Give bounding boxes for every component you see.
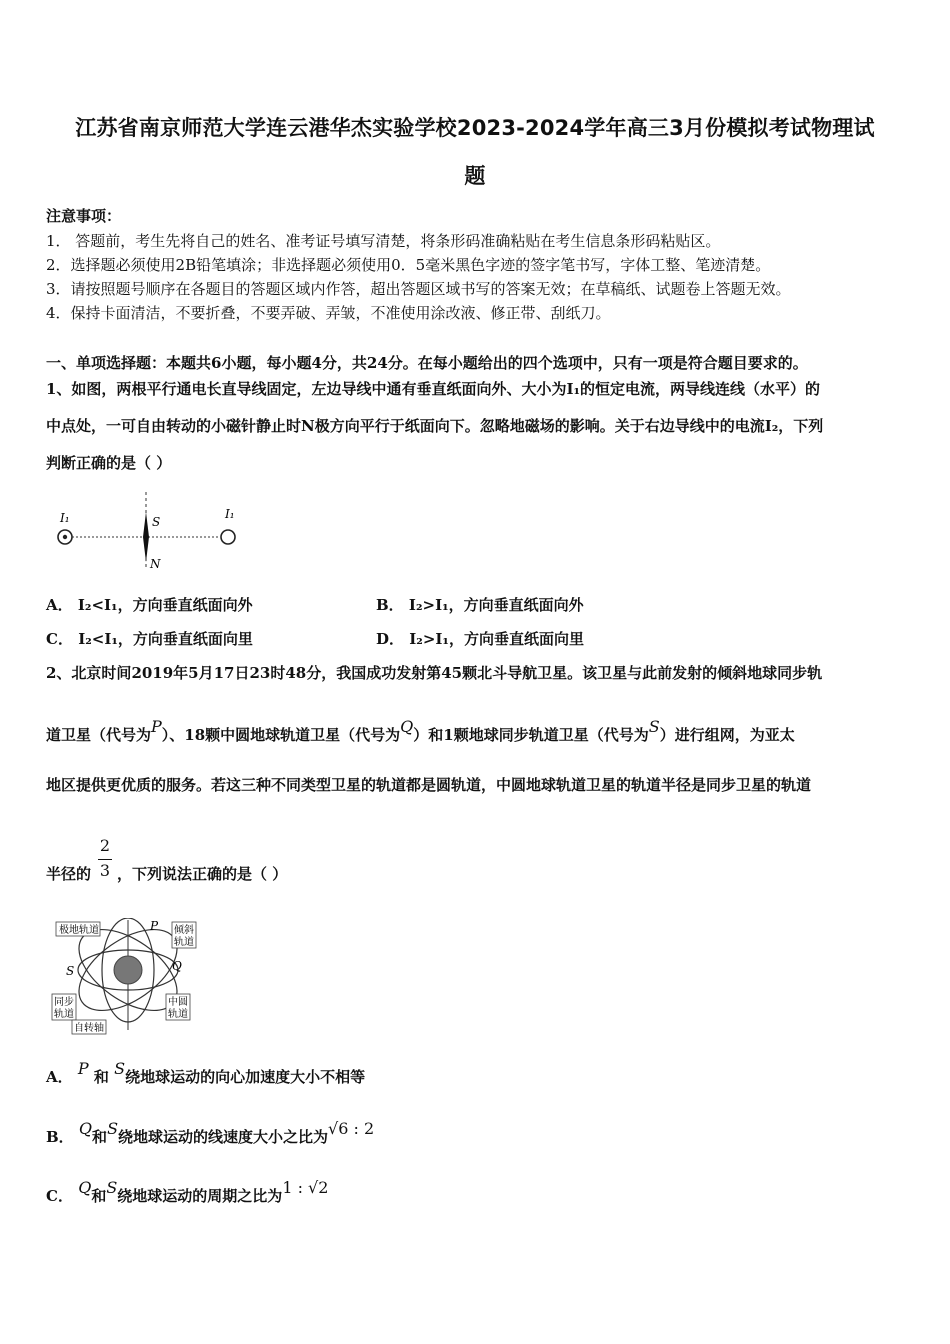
- fraction-numerator: 2: [99, 836, 111, 855]
- q2-option-c-and: 和: [91, 1187, 107, 1205]
- fraction-denominator: 3: [99, 861, 111, 880]
- notice-heading: 注意事项：: [46, 207, 122, 225]
- label-axis: 自转轴: [74, 1023, 104, 1034]
- q1-option-a[interactable]: [46, 594, 253, 615]
- q2-option-b-ratio: √6 : 2: [328, 1119, 375, 1138]
- q2-option-a-p: P: [77, 1059, 89, 1078]
- q1-line-3: 判断正确的是（ ）: [46, 454, 172, 472]
- q2-option-c-q: Q: [78, 1178, 92, 1197]
- page-title: 江苏省南京师范大学连云港华杰实验学校2023-2024学年高三3月份模拟考试物理试: [75, 116, 875, 140]
- q2-option-b[interactable]: [46, 1119, 375, 1147]
- q1-label-n: N: [150, 557, 161, 571]
- notice-item-4: 4．保持卡面清洁，不要折叠，不要弄破、弄皱，不准使用涂改液、修正带、刮纸刀。: [46, 304, 611, 322]
- q2-option-a-letter: A．: [46, 1068, 73, 1086]
- fraction-bar: [98, 859, 112, 860]
- page-title-continuation: 题: [464, 164, 486, 188]
- q2-line-4: [46, 863, 287, 884]
- section-heading: 一、单项选择题：本题共6小题，每小题4分，共24分。在每小题给出的四个选项中，只有一项是符合题目要求的。: [46, 354, 808, 372]
- q2-option-b-s: S: [107, 1119, 119, 1138]
- q2-orbit-figure: [50, 918, 210, 1036]
- q1-option-b[interactable]: [376, 594, 584, 615]
- label-inclined-2: 轨道: [174, 937, 194, 948]
- q2-sym-s: S: [648, 717, 660, 736]
- q2-line-2: [46, 717, 795, 745]
- label-s: S: [66, 964, 75, 978]
- q2-option-b-and: 和: [92, 1128, 108, 1146]
- q2-line-2-c: ）和1颗地球同步轨道卫星（代号为: [413, 726, 649, 744]
- q1-option-c[interactable]: [46, 628, 253, 649]
- q1-option-d-letter: D．: [376, 630, 405, 648]
- q1-label-i1-left: I₁: [60, 511, 70, 525]
- notice-item-3: 3．请按照题号顺序在各题目的答题区域内作答，超出答题区域书写的答案无效；在草稿纸、试题卷上答题无效。: [46, 280, 791, 298]
- q2-line-3: 地区提供更优质的服务。若这三种不同类型卫星的轨道都是圆轨道，中圆地球轨道卫星的轨道半径是同步卫星的轨道: [46, 776, 812, 794]
- q2-line-1: 2、北京时间2019年5月17日23时48分，我国成功发射第45颗北斗导航卫星。该卫星与此前发射的倾斜地球同步轨: [46, 664, 823, 682]
- q2-line-2-a: 道卫星（代号为: [46, 726, 152, 744]
- q1-option-d-text: I₂>I₁，方向垂直纸面向里: [409, 630, 584, 648]
- q1-option-a-text: I₂<I₁，方向垂直纸面向外: [77, 596, 253, 614]
- label-mid-2: 轨道: [168, 1009, 188, 1020]
- notice-item-1: 1． 答题前，考生先将自己的姓名、准考证号填写清楚，将条形码准确粘贴在考生信息条形码粘贴区。: [46, 232, 721, 250]
- q1-option-c-text: I₂<I₁，方向垂直纸面向里: [78, 630, 253, 648]
- q1-label-s: S: [152, 515, 161, 529]
- q2-option-c-letter: C．: [46, 1187, 73, 1205]
- q1-option-b-text: I₂>I₁，方向垂直纸面向外: [408, 596, 584, 614]
- label-polar-orbit: 极地轨道: [59, 925, 99, 936]
- q2-option-c[interactable]: [46, 1178, 329, 1206]
- q1-option-a-letter: A．: [46, 596, 73, 614]
- wire-right-icon: [221, 530, 235, 544]
- label-p: P: [150, 919, 159, 933]
- q1-option-c-letter: C．: [46, 630, 73, 648]
- notice-item-2: 2．选择题必须使用2B铅笔填涂；非选择题必须使用0．5毫米黑色字迹的签字笔书写，字体工整、笔迹清楚。: [46, 256, 771, 274]
- q2-option-a-and: 和: [93, 1068, 109, 1086]
- q2-option-a-s: S: [114, 1059, 126, 1078]
- q1-line-1: 1、如图，两根平行通电长直导线固定，左边导线中通有垂直纸面向外、大小为I₁的恒定电流，两导线连线（水平）的: [46, 380, 821, 398]
- label-sync-2: 轨道: [54, 1009, 74, 1020]
- q2-option-a-text: 绕地球运动的向心加速度大小不相等: [125, 1068, 366, 1086]
- q2-option-b-text: 绕地球运动的线速度大小之比为: [118, 1128, 329, 1146]
- q2-line-4-a: 半径的: [46, 865, 92, 883]
- earth-icon: [114, 956, 142, 984]
- label-sync-1: 同步: [54, 997, 74, 1008]
- q2-option-a[interactable]: [46, 1059, 366, 1087]
- q2-option-c-text: 绕地球运动的周期之比为: [117, 1187, 283, 1205]
- wire-left-dot-icon: [63, 535, 67, 539]
- q2-sym-p: P: [151, 717, 162, 736]
- q2-line-2-d: ）进行组网，为亚太: [659, 726, 795, 744]
- q1-option-b-letter: B．: [376, 596, 404, 614]
- compass-needle-icon: [143, 512, 149, 562]
- q1-option-d[interactable]: [376, 628, 584, 649]
- q2-line-4-b: ，下列说法正确的是（ ）: [117, 865, 288, 883]
- q2-option-b-letter: B．: [46, 1128, 74, 1146]
- label-q: Q: [172, 959, 182, 973]
- q2-option-c-s: S: [106, 1178, 118, 1197]
- q1-label-i1-right: I₁: [225, 507, 235, 521]
- q2-sym-q: Q: [400, 717, 414, 736]
- q2-line-2-b: ）、18颗中圆地球轨道卫星（代号为: [161, 726, 401, 744]
- q1-figure: [50, 490, 250, 572]
- q1-line-2: 中点处，一可自由转动的小磁针静止时N极方向平行于纸面向下。忽略地磁场的影响。关于右边导线中的电流I₂，下列: [46, 417, 824, 435]
- label-inclined-1: 倾斜: [174, 925, 194, 936]
- q2-option-b-q: Q: [78, 1119, 93, 1138]
- label-mid-1: 中圆: [168, 997, 188, 1008]
- q2-option-c-ratio: 1 : √2: [282, 1178, 329, 1197]
